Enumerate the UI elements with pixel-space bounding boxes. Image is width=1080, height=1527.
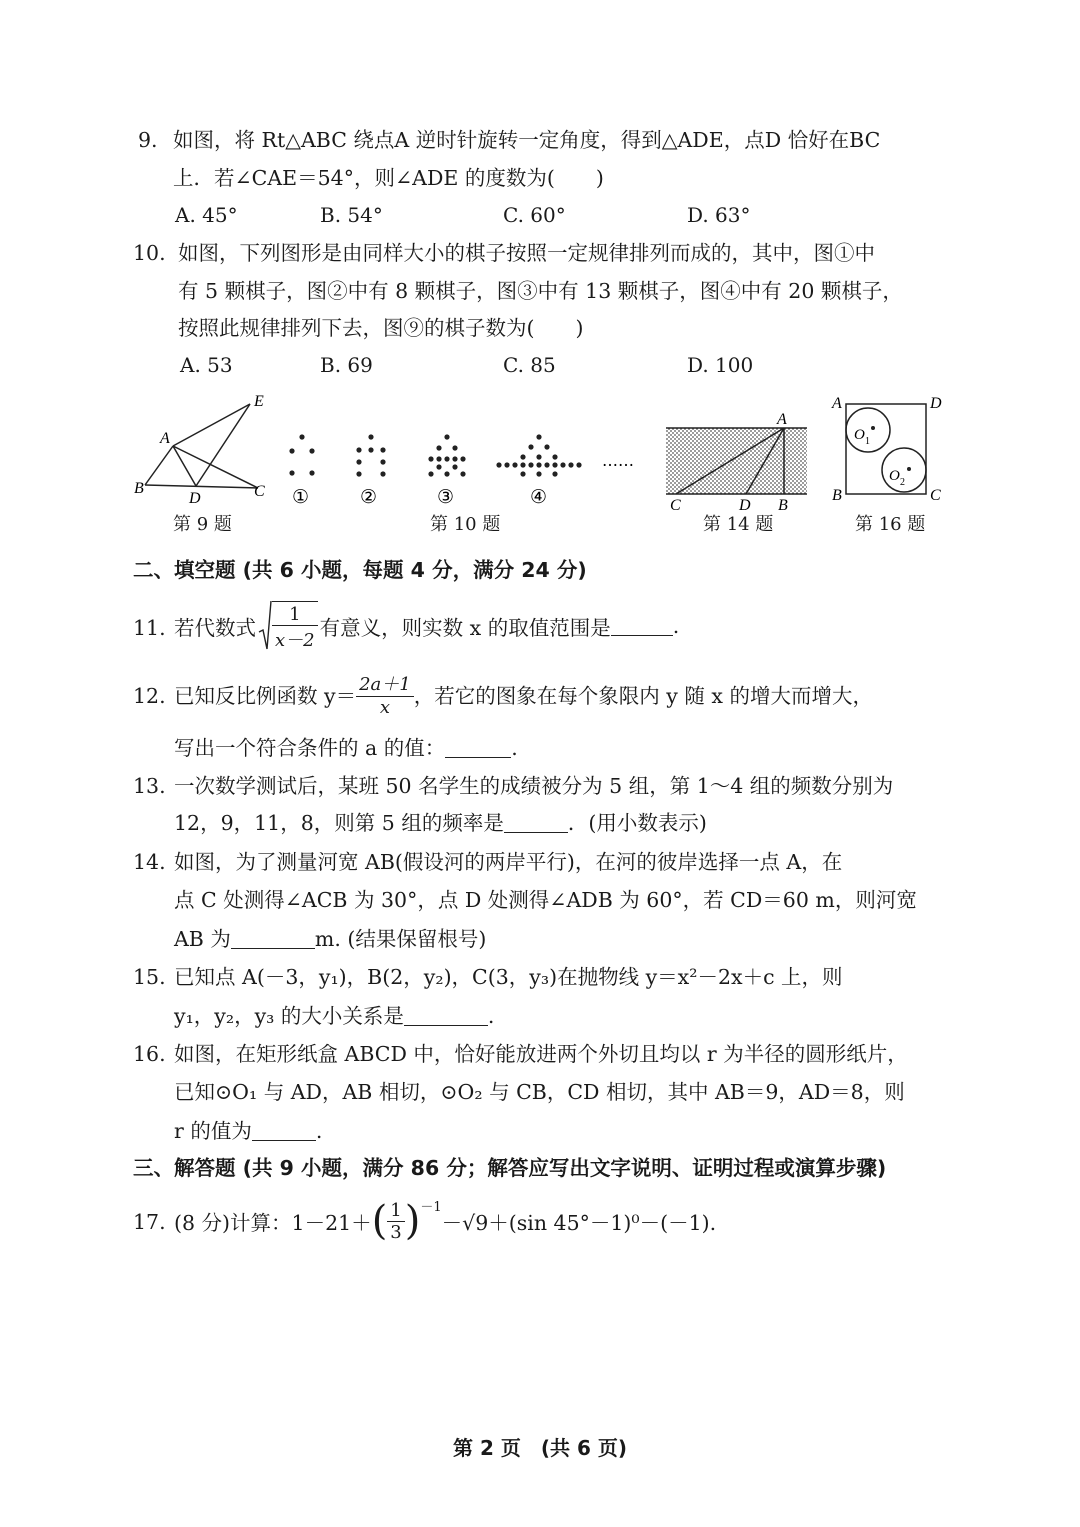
q16-line2: 已知⊙O₁ 与 AD，AB 相切，⊙O₂ 与 CB，CD 相切，其中 AB＝9，AD＝8，则: [174, 1080, 905, 1104]
q16-answer-blank[interactable]: [252, 1122, 316, 1141]
q10-option-b: B. 69: [320, 353, 373, 377]
q9-line1: 如图，将 Rt△ABC 绕点A 逆时针旋转一定角度，得到△ADE，点D 恰好在BC: [173, 128, 881, 152]
q12-end: .: [511, 736, 518, 760]
fig16-label-b: B: [832, 487, 842, 504]
fig16-label-a: A: [832, 395, 842, 412]
q10-option-c: C. 85: [503, 353, 556, 377]
q17-number: 17.: [133, 1210, 166, 1234]
q15-end: .: [487, 1004, 495, 1028]
fig9-caption: 第 9 题: [173, 514, 232, 535]
q17-right-paren: ): [404, 1198, 421, 1244]
q17-pre: (8 分)计算：1－21＋: [174, 1211, 372, 1235]
fig9-label-e: E: [254, 393, 264, 410]
q17-fraction: [387, 1200, 404, 1243]
q9-number: 9.: [138, 128, 158, 152]
q16-number: 16.: [133, 1042, 166, 1066]
fig16-label-o2-sub: 2: [900, 477, 905, 488]
q12-number: 12.: [133, 684, 166, 708]
fig10-mark-2: ②: [360, 486, 378, 508]
section-3-title: 三、解答题 (共 9 小题，满分 86 分；解答应写出文字说明、证明过程或演算步骤): [133, 1156, 887, 1180]
q14-line3-pre: AB 为: [174, 927, 231, 951]
q11-sqrt: [258, 600, 318, 652]
fig10-ellipsis: ……: [602, 451, 634, 470]
q11-frac-denominator: x－2: [275, 629, 315, 651]
fig10-mark-3: ③: [437, 486, 455, 508]
q15-answer-blank[interactable]: [404, 1007, 488, 1026]
q12-post: ，若它的图象在每个象限内 y 随 x 的增大而增大，: [413, 684, 873, 708]
fig9-label-b: B: [134, 480, 144, 497]
q10-option-d: D. 100: [687, 353, 754, 377]
q15-line2: [174, 1006, 494, 1027]
fig9-label-c: C: [254, 483, 265, 500]
q10-line3: 按照此规律排列下去，图⑨的棋子数为( ): [178, 316, 584, 340]
q13-number: 13.: [133, 774, 166, 798]
q12-answer-blank[interactable]: [445, 739, 511, 758]
fig10-mark-1: ①: [292, 486, 310, 508]
q11-number: 11.: [133, 616, 166, 640]
q11-answer-blank[interactable]: [611, 617, 673, 636]
q9-option-b: B. 54°: [320, 203, 383, 227]
q13-answer-blank[interactable]: [504, 814, 568, 833]
q17-frac-denominator: 3: [390, 1221, 402, 1243]
q16-end: .: [315, 1119, 323, 1143]
q14-line3-post: m. (结果保留根号): [314, 927, 487, 951]
q17-frac-numerator: 1: [387, 1200, 404, 1222]
fig16-label-o2: O: [889, 468, 900, 484]
q12-line1: [174, 666, 873, 722]
fig10-caption: 第 10 题: [430, 514, 501, 535]
q9-option-a: A. 45°: [175, 203, 238, 227]
fig16-label-c: C: [930, 487, 941, 504]
q9-option-d: D. 63°: [687, 203, 751, 227]
fig10-mark-4: ④: [530, 486, 548, 508]
q14-number: 14.: [133, 850, 166, 874]
q17-exponent: －1: [420, 1200, 442, 1215]
pattern-4-dots: [496, 434, 581, 476]
fig14-label-a: A: [777, 411, 787, 428]
q16-line1: 如图，在矩形纸盒 ABCD 中，恰好能放进两个外切且均以 r 为半径的圆形纸片，: [174, 1042, 908, 1066]
pattern-3-dots: [428, 434, 465, 476]
q13-line2: [174, 813, 707, 834]
q17-line: [174, 1192, 716, 1250]
q12-line2: [174, 738, 518, 759]
q11-fraction: [272, 601, 318, 652]
q17-post: －√9＋(sin 45°－1)⁰－(－1).: [441, 1211, 717, 1235]
q14-line2: 点 C 处测得∠ACB 为 30°，点 D 处测得∠ADB 为 60°，若 CD＝60 m，则河宽: [174, 888, 917, 912]
pattern-1-dots: [289, 434, 314, 475]
q9-option-c: C. 60°: [503, 203, 566, 227]
figure-14-river-diagram: [660, 408, 815, 513]
q16-line3-pre: r 的值为: [174, 1119, 252, 1143]
q15-line2-pre: y₁，y₂，y₃ 的大小关系是: [174, 1004, 404, 1028]
fig16-label-o1: O: [854, 427, 865, 443]
q12-pre: 已知反比例函数 y＝: [174, 684, 357, 708]
q11-pre: 若代数式: [174, 616, 256, 640]
q14-line3: [174, 929, 486, 950]
page-footer: 第 2 页 (共 6 页): [453, 1436, 627, 1460]
fig16-caption: 第 16 题: [855, 514, 926, 535]
fig14-label-b: B: [778, 497, 788, 513]
q10-option-a: A. 53: [180, 353, 233, 377]
fig9-label-d: D: [189, 490, 201, 507]
q10-number: 10.: [133, 241, 166, 265]
q13-line1: 一次数学测试后，某班 50 名学生的成绩被分为 5 组，第 1～4 组的频数分别为: [174, 774, 894, 798]
q15-number: 15.: [133, 965, 166, 989]
q17-left-paren: (: [371, 1198, 388, 1244]
figure-10-dot-patterns: [280, 428, 650, 513]
q10-line1: 如图，下列图形是由同样大小的棋子按照一定规律排列而成的，其中，图①中: [178, 241, 875, 265]
fig14-label-d: D: [739, 497, 751, 513]
q13-line2-post: ．(用小数表示): [567, 811, 707, 835]
fig14-caption: 第 14 题: [703, 514, 774, 535]
q11-line: [174, 598, 679, 654]
q9-line2: 上．若∠CAE＝54°，则∠ADE 的度数为( ): [173, 166, 604, 190]
q11-frac-numerator: 1: [272, 604, 318, 626]
section-2-title: 二、填空题 (共 6 小题，每题 4 分，满分 24 分): [133, 558, 587, 582]
q13-line2-pre: 12，9，11，8，则第 5 组的频率是: [174, 811, 504, 835]
pattern-2-dots: [356, 434, 385, 476]
q11-end: .: [672, 614, 680, 638]
q14-answer-blank[interactable]: [231, 930, 315, 949]
figure-9-triangle-diagram: [130, 390, 280, 510]
q10-line2: 有 5 颗棋子，图②中有 8 颗棋子，图③中有 13 颗棋子，图④中有 20 颗棋子，: [178, 279, 903, 303]
q11-post: 有意义，则实数 x 的取值范围是: [319, 616, 611, 640]
q12-frac-denominator: x: [379, 697, 390, 718]
q12-fraction: [356, 670, 414, 718]
q16-line3: [174, 1121, 322, 1142]
q15-line1: 已知点 A(－3，y₁)，B(2，y₂)，C(3，y₃)在抛物线 y＝x²－2x＋c 上，则: [174, 965, 843, 989]
fig16-label-d: D: [930, 395, 942, 412]
fig14-label-c: C: [670, 497, 681, 513]
q12-line2-text: 写出一个符合条件的 a 的值：: [174, 736, 446, 760]
q12-frac-numerator: 2a＋1: [356, 670, 414, 697]
fig9-label-a: A: [160, 430, 170, 447]
fig16-label-o1-sub: 1: [865, 436, 870, 447]
figure-16-rectangle-circles: [828, 392, 948, 512]
q14-line1: 如图，为了测量河宽 AB(假设河的两岸平行)，在河的彼岸选择一点 A，在: [174, 850, 843, 874]
